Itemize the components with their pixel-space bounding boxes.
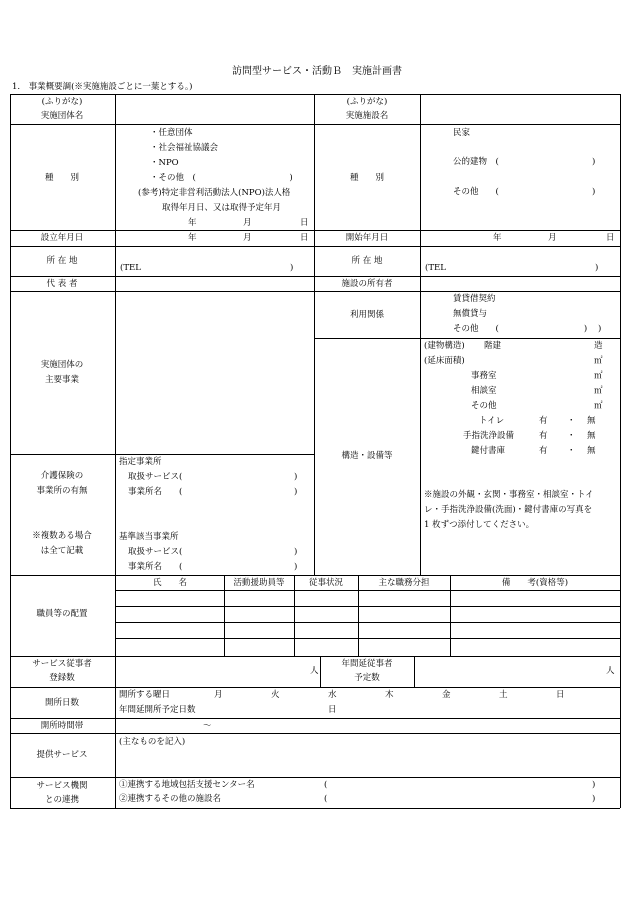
grid-line [414,656,415,687]
close-paren: ) [595,263,599,273]
table-border-right [620,94,621,808]
yes-option: 有 [539,416,548,426]
org-type-item: ・任意団体 [150,128,193,138]
day-unit: 日 [328,705,337,715]
page-title: 訪問型サービス・活動Ｂ 実施計画書 [232,66,402,77]
day-sat: 土 [499,690,508,700]
grid-line [115,94,116,575]
separator: ・ [567,416,576,426]
sqm-unit: ㎡ [594,371,603,381]
grid-line [10,454,314,455]
close-paren: ) [294,487,298,497]
grid-line [115,638,620,639]
standard-office: 基準該当事業所 [119,532,179,542]
open-weekday-label: 開所する曜日 [119,690,171,700]
year-unit: 年 [188,218,197,228]
main-business-label: 実施団体の [40,360,84,370]
open-paren: ( [324,794,328,804]
designated-service: 取扱サービス( [128,472,183,482]
separator: ・ [567,431,576,441]
facility-location-label: 所 在 地 [351,256,383,266]
facility-tel: (TEL [425,263,446,273]
facility-kind-label: 種 別 [349,173,385,183]
org-name-label: 実施団体名 [40,111,84,121]
year-unit: 年 [188,233,197,243]
photo-note: レ・手指洗浄設備(洗面)・鍵付書庫の写真を [424,505,593,515]
grid-line [450,575,451,656]
org-type-item: ・その他 ( ) [150,173,293,183]
usage-item: 賃貸借契約 [453,294,496,304]
org-furigana-label: (ふりがな) [41,97,83,107]
owner-label: 施設の所有者 [341,279,393,289]
service-hint: (主なものを記入) [119,737,186,747]
representative-label: 代 表 者 [46,279,78,289]
facility-type-private: 民家 [453,128,471,138]
floor-area: (延床面積) [424,356,465,366]
grid-line [314,292,315,338]
staff-header-name: 氏 名 [152,578,188,588]
toilet-label: トイレ [479,416,505,426]
close-paren: ) [290,263,294,273]
workers-label: 登録数 [49,673,75,683]
grid-line [10,246,620,247]
day-sun: 日 [556,690,565,700]
month-unit: 月 [243,218,252,228]
coop-label: との連携 [44,795,80,805]
coop-item-other: ②連携するその他の施設名 [119,794,222,804]
grid-line [10,124,620,125]
grid-line [115,590,620,591]
month-unit: 月 [243,233,252,243]
workers-label: サービス従事者 [32,659,92,669]
grid-line [314,338,620,339]
table-border-left [10,94,11,808]
staff-header-role: 活動援助員等 [233,578,285,588]
main-business-label: 主要事業 [44,375,80,385]
day-tue: 火 [271,690,280,700]
close-paren: ) [294,472,298,482]
person-unit: 人 [606,666,615,676]
open-paren: ( [324,780,328,790]
cabinet-label: 鍵付書庫 [471,446,506,456]
kaigo-note: は全て記載 [40,546,84,556]
hours-tilde: ～ [203,721,212,731]
photo-note: ※施設の外観・玄関・事務室・相談室・トイ [424,490,594,500]
day-unit: 日 [300,233,309,243]
room-other: その他 [471,401,497,411]
staff-label: 職員等の配置 [36,609,88,619]
kaigo-note: ※複数ある場合 [32,531,92,541]
start-date-label: 開始年月日 [345,233,389,243]
facility-furigana-label: (ふりがな) [346,97,388,107]
org-location-label: 所 在 地 [46,256,78,266]
standard-service: 取扱サービス( [128,547,183,557]
staff-header-duty: 主な職務分担 [378,578,430,588]
day-wed: 水 [328,690,337,700]
yes-option: 有 [539,446,548,456]
grid-line [10,687,620,688]
staff-header-notes: 備 考(資格等) [501,578,569,588]
photo-note: 1 枚ずつ添付してください。 [424,520,535,530]
grid-line [10,733,620,734]
close-paren: ) [294,562,298,572]
grid-line [10,656,620,657]
sqm-unit: ㎡ [594,356,603,366]
close-paren: ) [598,324,602,334]
open-days-label: 開所日数 [44,698,80,708]
no-option: 無 [587,431,596,441]
day-unit: 日 [606,233,615,243]
org-tel: (TEL [120,263,141,273]
kaigo-label: 事業所の有無 [36,486,88,496]
building-structure: (建物構造) [424,341,465,351]
grid-line [358,575,359,656]
close-paren: ) [592,780,596,790]
org-kind-label: 種 別 [44,173,80,183]
npo-note: (参考)特定非営利活動法人(NPO)法人格 [138,188,291,198]
person-unit: 人 [310,666,319,676]
sqm-unit: ㎡ [594,401,603,411]
service-label: 提供サービス [36,750,88,760]
separator: ・ [567,446,576,456]
sqm-unit: ㎡ [594,386,603,396]
facility-type-other: その他 ( [453,187,499,197]
npo-note: 取得年月日、又は取得予定年月 [162,203,282,213]
org-type-item: ・NPO [150,158,179,168]
grid-line [10,575,620,576]
no-option: 無 [587,446,596,456]
annual-workers-label: 年間延従事者 [341,659,393,669]
day-mon: 月 [214,690,223,700]
grid-line [115,622,620,623]
month-unit: 月 [548,233,557,243]
section-heading: 1. 事業概要調(※実施施設ごとに一葉とする。) [12,82,193,92]
grid-line [314,338,315,575]
grid-line [115,575,116,656]
grid-line [10,230,620,231]
grid-line [10,276,620,277]
hours-label: 開所時間帯 [40,721,84,731]
facility-name-label: 実施施設名 [345,111,389,121]
usage-item: その他 ( ) [453,324,588,334]
table-border-bottom [10,808,620,809]
no-option: 無 [587,416,596,426]
day-unit: 日 [300,218,309,228]
facility-type-public: 公的建物 ( [453,157,499,167]
grid-line [420,338,421,575]
day-thu: 木 [385,690,394,700]
designated-office: 指定事業所 [119,457,162,467]
grid-line [115,656,116,808]
grid-line [224,575,225,656]
grid-line [320,656,321,687]
standard-office-name: 事業所名 ( [128,562,183,572]
coop-label: サービス機関 [36,781,88,791]
grid-line [115,606,620,607]
year-unit: 年 [493,233,502,243]
grid-line [10,718,620,719]
close-paren: ) [592,794,596,804]
room-office: 事務室 [471,371,497,381]
grid-line [294,575,295,656]
usage-item: 無償貸与 [453,309,488,319]
room-consult: 相談室 [471,386,497,396]
annual-open-days-label: 年間延開所予定日数 [119,705,196,715]
designated-office-name: 事業所名 ( [128,487,183,497]
annual-workers-label: 予定数 [354,673,380,683]
grid-line [10,291,620,292]
table-border-top [10,94,620,95]
grid-line [420,292,421,338]
kaigo-label: 介護保険の [40,471,84,481]
structure-label: 構造・設備等 [341,451,393,461]
usage-label: 利用関係 [349,310,385,320]
founded-label: 設立年月日 [40,233,84,243]
close-paren: ) [592,157,596,167]
day-fri: 金 [442,690,451,700]
floors-unit: 階建 [484,341,502,351]
grid-line [10,777,620,778]
org-type-item: ・社会福祉協議会 [150,143,219,153]
yes-option: 有 [539,431,548,441]
coop-item-center: ①連携する地域包括支援センター名 [119,780,255,790]
staff-header-status: 従事状況 [308,578,344,588]
close-paren: ) [592,187,596,197]
made-unit: 造 [594,341,603,351]
handwash-label: 手指洗浄設備 [463,431,515,441]
close-paren: ) [294,547,298,557]
